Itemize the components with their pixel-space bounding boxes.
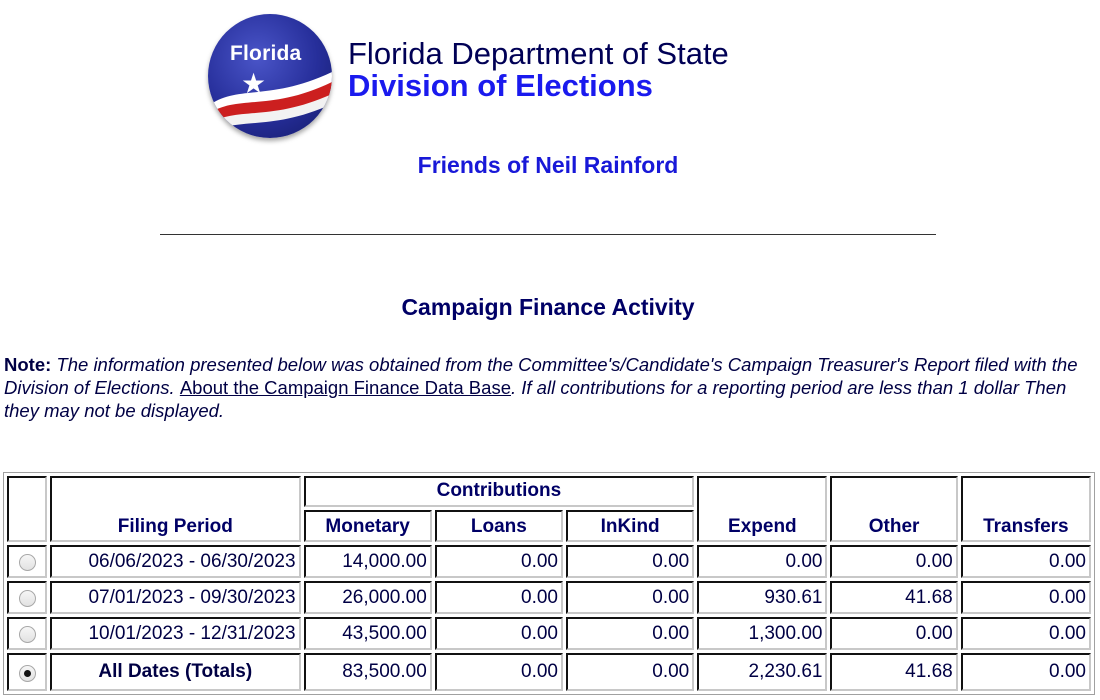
other-cell: 0.00 — [830, 545, 957, 578]
seal-text: Florida — [230, 42, 302, 65]
loans-cell: 0.00 — [435, 617, 563, 650]
note-text-2: . If all contributions for a reporting period are less than 1 dollar Then they may not be displayed. — [4, 377, 1067, 421]
totals-label: All Dates (Totals) — [50, 653, 300, 691]
flag-stripes-icon — [208, 14, 332, 138]
inkind-cell: 0.00 — [566, 617, 694, 650]
row-select-cell — [7, 581, 47, 614]
header-row-1 — [7, 476, 1091, 507]
florida-seal-logo — [208, 14, 332, 138]
filing-period-cell: 10/01/2023 - 12/31/2023 — [50, 617, 300, 650]
loans-cell: 0.00 — [435, 581, 563, 614]
header-titles — [348, 35, 729, 103]
transfers-cell: 0.00 — [961, 545, 1091, 578]
about-database-link[interactable]: About the Campaign Finance Data Base — [179, 377, 511, 398]
other-total: 41.68 — [830, 653, 957, 691]
note-paragraph — [4, 353, 1084, 422]
loans-cell: 0.00 — [435, 545, 563, 578]
filing-period-cell: 06/06/2023 - 06/30/2023 — [50, 545, 300, 578]
expend-cell: 930.61 — [697, 581, 827, 614]
period-radio-button[interactable] — [19, 626, 36, 643]
header-inkind: InKind — [566, 510, 694, 542]
loans-total: 0.00 — [435, 653, 563, 691]
totals-row — [7, 653, 1091, 691]
row-select-cell — [7, 617, 47, 650]
totals-radio-button[interactable] — [19, 665, 36, 682]
finance-table — [3, 472, 1095, 695]
other-cell: 0.00 — [830, 617, 957, 650]
divider — [160, 234, 936, 235]
row-select-cell — [7, 545, 47, 578]
note-label: Note: — [4, 354, 52, 375]
table-row — [7, 617, 1091, 650]
period-radio-button[interactable] — [19, 590, 36, 607]
expend-total: 2,230.61 — [697, 653, 827, 691]
monetary-cell: 26,000.00 — [304, 581, 432, 614]
inkind-total: 0.00 — [566, 653, 694, 691]
table-row — [7, 581, 1091, 614]
row-select-cell — [7, 653, 47, 691]
expend-cell: 0.00 — [697, 545, 827, 578]
header-other: Other — [830, 476, 957, 542]
header-contributions: Contributions — [304, 476, 695, 507]
period-radio-button[interactable] — [19, 554, 36, 571]
monetary-cell: 43,500.00 — [304, 617, 432, 650]
inkind-cell: 0.00 — [566, 581, 694, 614]
header-monetary: Monetary — [304, 510, 432, 542]
monetary-cell: 14,000.00 — [304, 545, 432, 578]
star-icon: ★ — [241, 68, 267, 99]
department-title: Florida Department of State — [348, 35, 729, 71]
header-expend: Expend — [697, 476, 827, 542]
inkind-cell: 0.00 — [566, 545, 694, 578]
division-title: Division of Elections — [348, 67, 653, 103]
monetary-total: 83,500.00 — [304, 653, 432, 691]
header — [208, 14, 729, 138]
note-text-1: The information presented below was obtained from the Committee's/Candidate's Campaign Treasurer's Report filed with the Division of Elections. — [4, 354, 1078, 398]
section-title: Campaign Finance Activity — [401, 294, 695, 320]
table-row — [7, 545, 1091, 578]
transfers-cell: 0.00 — [961, 617, 1091, 650]
other-cell: 41.68 — [830, 581, 957, 614]
header-loans: Loans — [435, 510, 563, 542]
header-filing-period: Filing Period — [50, 476, 300, 542]
filing-period-cell: 07/01/2023 - 09/30/2023 — [50, 581, 300, 614]
transfers-total: 0.00 — [961, 653, 1091, 691]
select-header — [7, 476, 47, 542]
transfers-cell: 0.00 — [961, 581, 1091, 614]
expend-cell: 1,300.00 — [697, 617, 827, 650]
header-transfers: Transfers — [961, 476, 1091, 542]
committee-name: Friends of Neil Rainford — [417, 152, 679, 178]
